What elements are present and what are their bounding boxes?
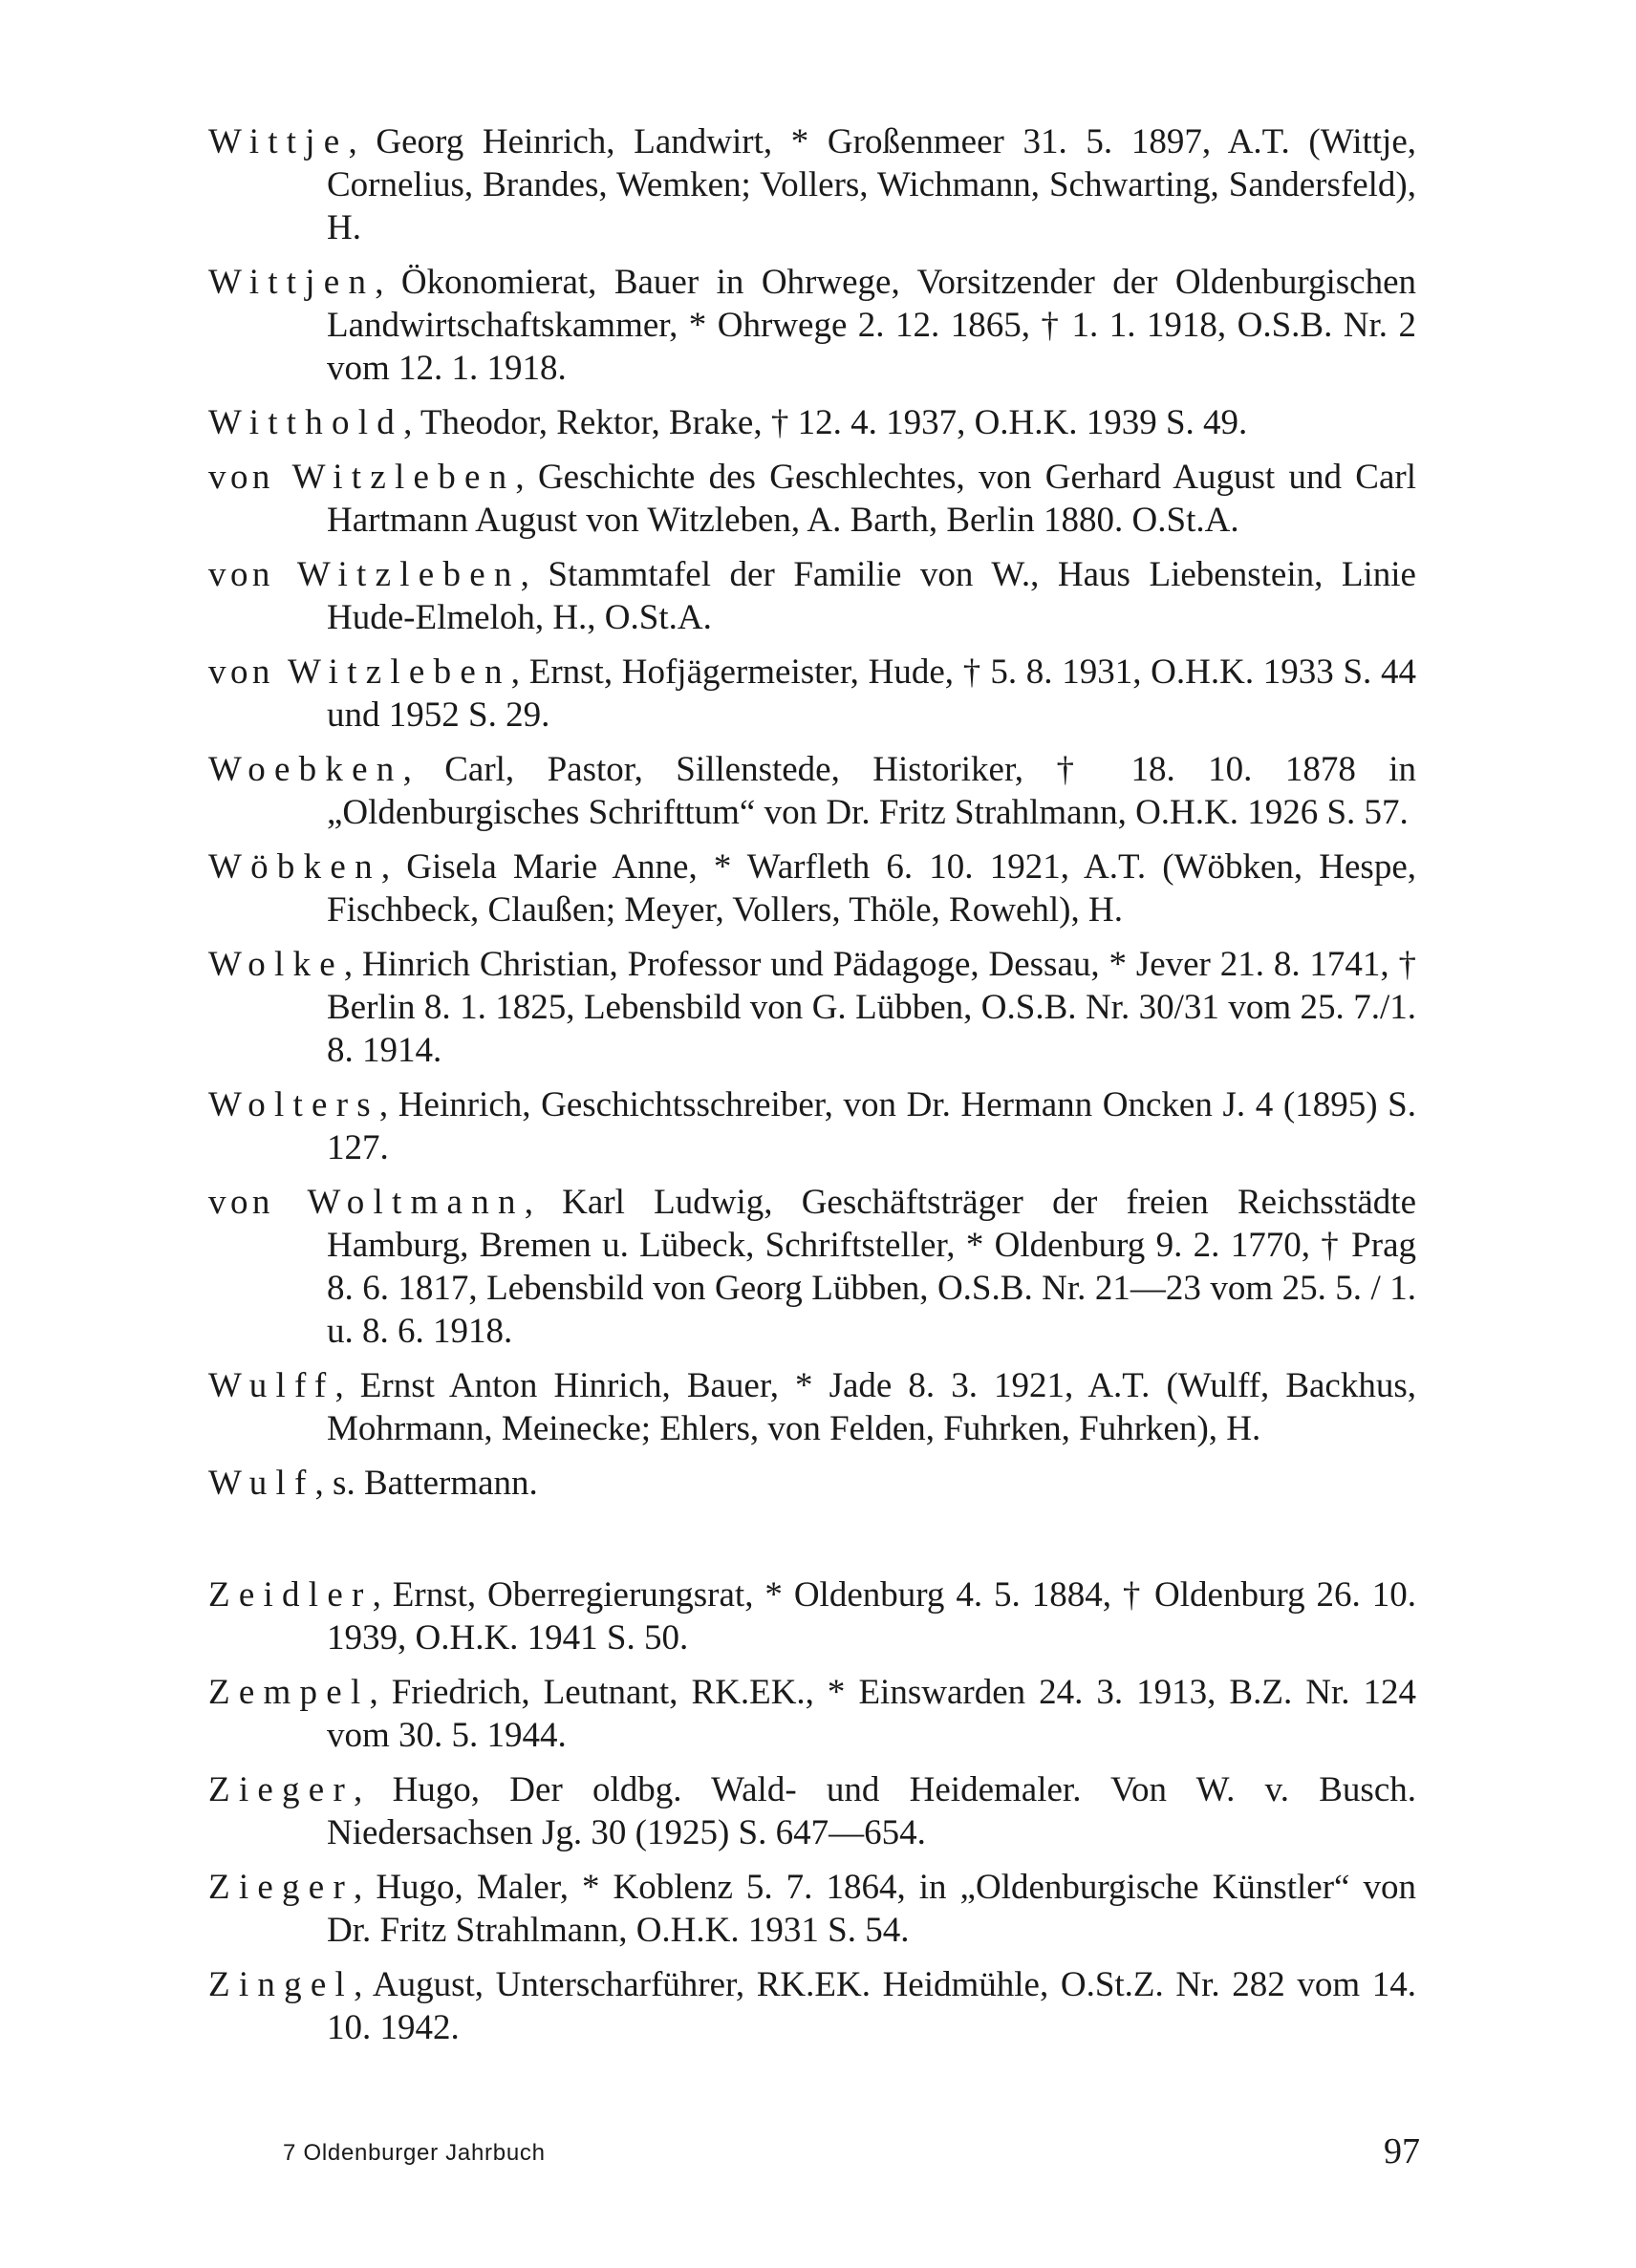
entry-zeidler (208, 1573, 1416, 1659)
entry-name: Wulf (208, 1464, 315, 1503)
entry-prefix: von (208, 1183, 308, 1222)
entry-name: Wolters (208, 1085, 379, 1124)
entry-zingel (208, 1963, 1416, 2049)
entry-text: , Friedrich, Leutnant, RK.EK., * Einswarden 24. 3. 1913, B.Z. Nr. 124 vom 30. 5. 1944. (327, 1673, 1416, 1755)
entry-prefix: von (208, 653, 288, 692)
entry-name: Wolke (208, 945, 344, 984)
entry-wulff (208, 1364, 1416, 1450)
entry-text: , Ernst Anton Hinrich, Bauer, * Jade 8. 3. 1921, A.T. (Wulff, Backhus, Mohrmann, Meinecke; Ehlers, von Felden, Fuhrken, Fuhrken), H. (327, 1366, 1416, 1448)
entry-name: Witthold (208, 403, 404, 442)
entry-text: , Hugo, Der oldbg. Wald- und Heidemaler. Von W. v. Busch. Niedersachsen Jg. 30 (1925) S. 647—654. (327, 1770, 1416, 1852)
entry-text: , Karl Ludwig, Geschäftsträger der freien Reichsstädte Hamburg, Bremen u. Lübeck, Schriftsteller, * Oldenburg 9. 2. 1770, † Prag 8. 6. 1817, Lebensbild von Georg Lübben, O.S.B. Nr. 21—23 vom 25. 5. / 1. u. 8. 6. 1918. (327, 1183, 1417, 1351)
page-number: 97 (1384, 2131, 1420, 2172)
entry-text: , August, Unterscharführer, RK.EK. Heidmühle, O.St.Z. Nr. 282 vom 14. 10. 1942. (327, 1965, 1416, 2047)
entry-name: Wöbken (208, 847, 381, 887)
entry-woltmann (208, 1181, 1416, 1353)
footer-signature: 7 Oldenburger Jahrbuch (283, 2140, 546, 2166)
entry-text: , Heinrich, Geschichtsschreiber, von Dr. Hermann Oncken J. 4 (1895) S. 127. (327, 1085, 1416, 1167)
entry-wittje (208, 120, 1416, 249)
entry-name: Witzleben (296, 555, 521, 594)
entry-woebken (208, 748, 1416, 834)
entry-text: , Ernst, Hofjägermeister, Hude, † 5. 8. 1931, O.H.K. 1933 S. 44 und 1952 S. 29. (327, 653, 1416, 735)
entry-name: Wittje (208, 122, 349, 161)
entry-zieger-wald (208, 1768, 1416, 1854)
entry-wolke (208, 943, 1416, 1072)
entry-wulf (208, 1462, 1416, 1505)
entry-name: Zingel (208, 1965, 355, 2004)
entry-name: Witzleben (291, 458, 516, 497)
entry-text: , Hinrich Christian, Professor und Pädagoge, Dessau, * Jever 21. 8. 1741, † Berlin 8. 1. 1825, Lebensbild von G. Lübben, O.S.B. Nr. 30/31 vom 25. 7./1. 8. 1914. (327, 945, 1416, 1070)
entry-list (208, 120, 1416, 2061)
entry-text: , Gisela Marie Anne, * Warfleth 6. 10. 1921, A.T. (Wöbken, Hespe, Fischbeck, Claußen; Meyer, Vollers, Thöle, Rowehl), H. (327, 847, 1416, 930)
entry-prefix: von (208, 458, 292, 497)
entry-name: Woltmann (307, 1183, 525, 1222)
entry-text: , Ernst, Oberregierungsrat, * Oldenburg 4. 5. 1884, † Oldenburg 26. 10. 1939, O.H.K. 1941 S. 50. (327, 1575, 1416, 1658)
entry-prefix: von (208, 555, 297, 594)
entry-text: , Hugo, Maler, * Koblenz 5. 7. 1864, in „Oldenburgische Künstler“ von Dr. Fritz Strahlmann, O.H.K. 1931 S. 54. (327, 1868, 1416, 1950)
entry-witzleben-geschichte (208, 456, 1416, 542)
entry-text: , Theodor, Rektor, Brake, † 12. 4. 1937, O.H.K. 1939 S. 49. (403, 403, 1248, 442)
entry-zempel (208, 1671, 1416, 1757)
entry-text: , Carl, Pastor, Sillenstede, Historiker, † 18. 10. 1878 in „Oldenburgisches Schrifttum“ von Dr. Fritz Strahlmann, O.H.K. 1926 S. 57. (327, 750, 1416, 832)
entry-name: Zieger (208, 1868, 355, 1907)
entry-name: Wittjen (208, 263, 376, 302)
entry-text: , s. Battermann. (314, 1464, 538, 1503)
entry-witzleben-ernst (208, 651, 1416, 737)
entry-text: , Ökonomierat, Bauer in Ohrwege, Vorsitzender der Oldenburgischen Landwirtschaftskammer, * Ohrwege 2. 12. 1865, † 1. 1. 1918, O.S.B. Nr. 2 vom 12. 1. 1918. (327, 263, 1416, 388)
entry-witthold (208, 401, 1416, 444)
entry-name: Wulff (208, 1366, 335, 1405)
entry-name: Woebken (208, 750, 403, 789)
entry-name: Zeidler (208, 1575, 373, 1615)
entry-name: Witzleben (287, 653, 511, 692)
entry-text: , Stammtafel der Familie von W., Haus Liebenstein, Linie Hude-Elmeloh, H., O.St.A. (327, 555, 1416, 637)
entry-wittjen (208, 261, 1416, 390)
entry-text: , Georg Heinrich, Landwirt, * Großenmeer 31. 5. 1897, A.T. (Wittje, Cornelius, Brandes, Wemken; Vollers, Wichmann, Schwarting, Sandersfeld), H. (327, 122, 1416, 247)
entry-witzleben-stammtafel (208, 553, 1416, 639)
entry-wolters (208, 1083, 1416, 1169)
entry-zieger-maler (208, 1866, 1416, 1952)
entry-name: Zieger (208, 1770, 355, 1809)
entry-text: , Geschichte des Geschlechtes, von Gerhard August und Carl Hartmann August von Witzleben, A. Barth, Berlin 1880. O.St.A. (327, 458, 1416, 540)
entry-name: Zempel (208, 1673, 370, 1712)
entry-woebken-gisela (208, 845, 1416, 931)
